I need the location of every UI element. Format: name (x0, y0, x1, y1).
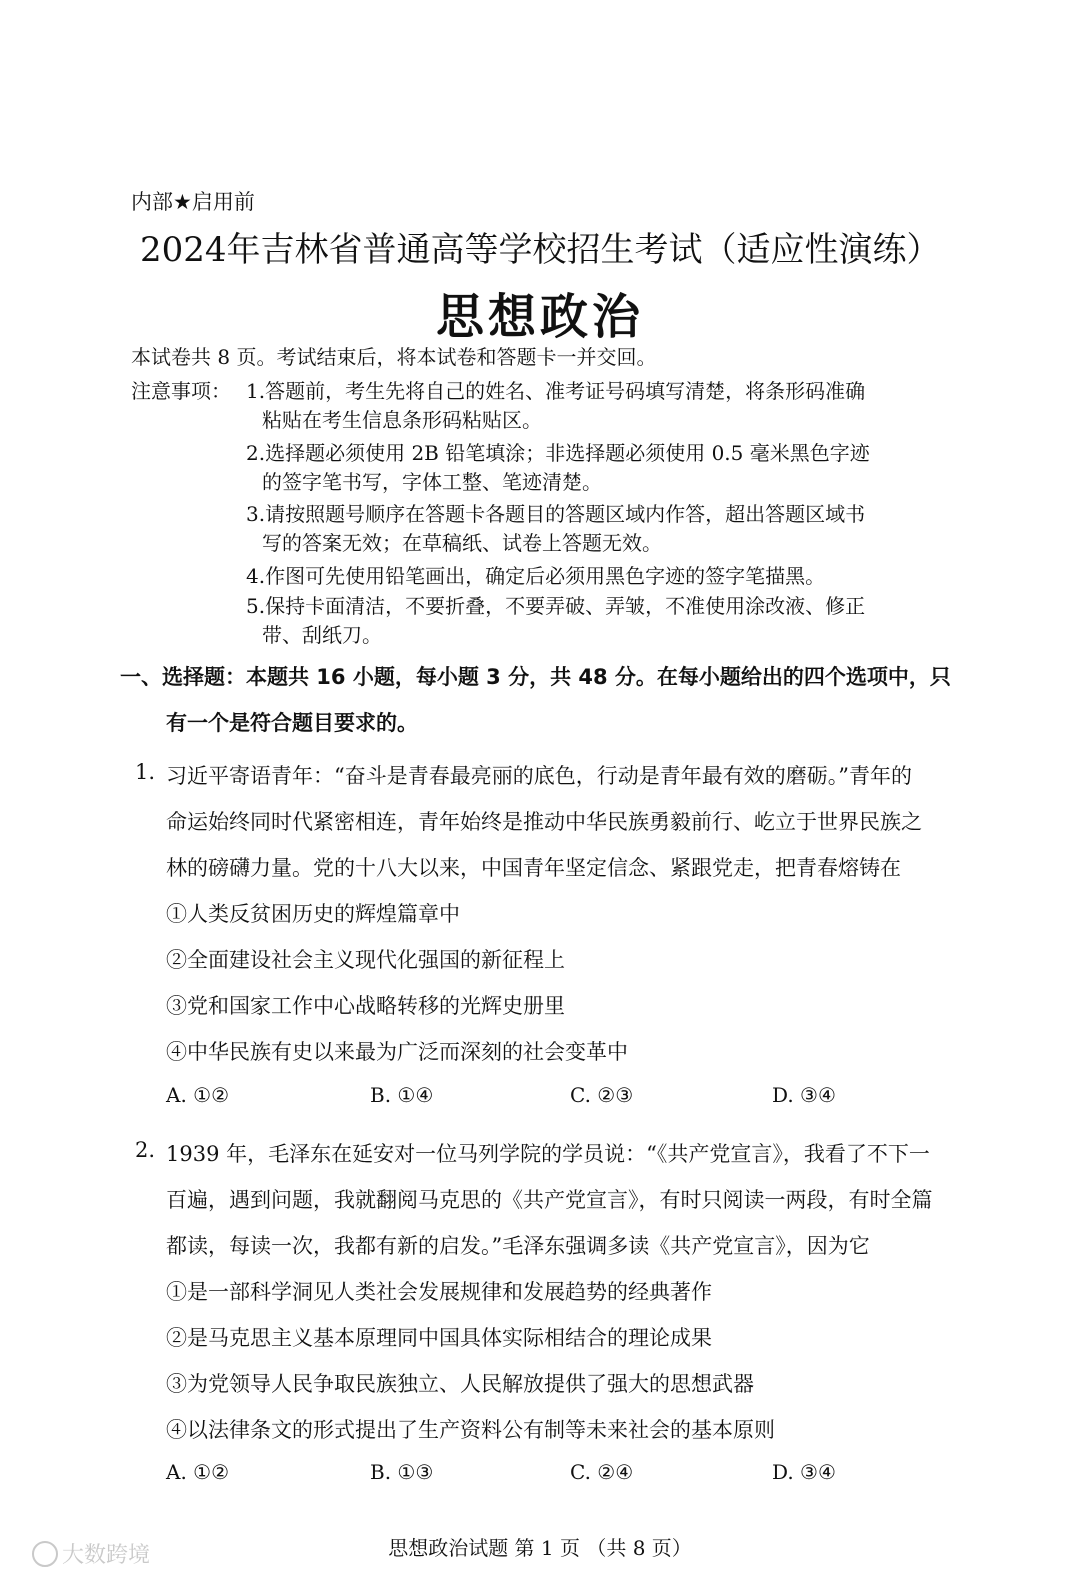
question-1-stem-line-3: 林的磅礴力量。党的十八大以来，中国青年坚定信念、紧跟党走，把青春熔铸在 (166, 856, 901, 880)
question-2-stem-line-3: 都读，每读一次，我都有新的启发。”毛泽东强调多读《共产党宣言》，因为它 (166, 1234, 870, 1258)
watermark-logo-icon (32, 1541, 58, 1567)
note-1-line-1: 1.答题前，考生先将自己的姓名、准考证号码填写清楚，将条形码准确 (246, 379, 866, 403)
question-2-stem-line-2: 百遍，遇到问题，我就翻阅马克思的《共产党宣言》，有时只阅读一两段，有时全篇 (166, 1188, 933, 1212)
watermark (32, 1538, 150, 1569)
note-4-line-1: 4.作图可先使用铅笔画出，确定后必须用黑色字迹的签字笔描黑。 (246, 564, 826, 588)
notes-label: 注意事项： (131, 379, 231, 403)
question-1-statement-2: ②全面建设社会主义现代化强国的新征程上 (166, 948, 565, 972)
question-1-stem-line-2: 命运始终同时代紧密相连，青年始终是推动中华民族勇毅前行、屹立于世界民族之 (166, 810, 922, 834)
note-5-line-1: 5.保持卡面清洁，不要折叠，不要弄破、弄皱，不准使用涂改液、修正 (246, 594, 866, 618)
question-1-statement-4: ④中华民族有史以来最为广泛而深刻的社会变革中 (166, 1040, 628, 1064)
note-2-line-1: 2.选择题必须使用 2B 铅笔填涂；非选择题必须使用 0.5 毫米黑色字迹 (246, 441, 870, 465)
note-2-line-2: 的签字笔书写，字体工整、笔迹清楚。 (262, 470, 602, 494)
question-1-statement-1: ①人类反贫困历史的辉煌篇章中 (166, 902, 460, 926)
question-1-statement-3: ③党和国家工作中心战略转移的光辉史册里 (166, 994, 565, 1018)
question-2-statement-4: ④以法律条文的形式提出了生产资料公有制等未来社会的基本原则 (166, 1418, 775, 1442)
question-1-option-a: A. ①② (166, 1083, 230, 1107)
question-1-option-d: D. ③④ (772, 1083, 836, 1107)
note-3-line-2: 写的答案无效；在草稿纸、试卷上答题无效。 (262, 531, 662, 555)
watermark-text: 大数跨境 (62, 1543, 151, 1568)
question-2-option-d: D. ③④ (772, 1460, 836, 1484)
confidential-label: 内部★启用前 (131, 190, 255, 214)
question-1-stem-line-1: 习近平寄语青年：“奋斗是青春最亮丽的底色，行动是青年最有效的磨砺。”青年的 (166, 764, 912, 788)
subject-title: 思想政治 (435, 289, 644, 345)
question-1-option-b: B. ①④ (370, 1083, 434, 1107)
note-3-line-1: 3.请按照题号顺序在答题卡各题目的答题区域内作答，超出答题区域书 (246, 502, 866, 526)
question-2-stem-line-1: 1939 年，毛泽东在延安对一位马列学院的学员说：“《共产党宣言》，我看了不下一 (166, 1142, 930, 1166)
question-2-option-a: A. ①② (166, 1460, 230, 1484)
page-footer: 思想政治试题 第 1 页 （共 8 页） (388, 1536, 692, 1560)
question-1-option-c: C. ②③ (570, 1083, 634, 1107)
section-heading-line-2: 有一个是符合题目要求的。 (166, 711, 418, 735)
section-heading-line-1: 一、选择题：本题共 16 小题，每小题 3 分，共 48 分。在每小题给出的四个选项中，只 (120, 665, 951, 689)
question-2-number: 2. (135, 1138, 156, 1162)
question-1-number: 1. (135, 760, 156, 784)
note-5-line-2: 带、刮纸刀。 (262, 623, 382, 647)
question-2-option-b: B. ①③ (370, 1460, 434, 1484)
exam-title: 2024年吉林省普通高等学校招生考试（适应性演练） (140, 230, 941, 270)
question-2-statement-3: ③为党领导人民争取民族独立、人民解放提供了强大的思想武器 (166, 1372, 754, 1396)
note-1-line-2: 粘贴在考生信息条形码粘贴区。 (262, 408, 542, 432)
intro-text: 本试卷共 8 页。考试结束后，将本试卷和答题卡一并交回。 (131, 345, 657, 369)
question-2-statement-1: ①是一部科学洞见人类社会发展规律和发展趋势的经典著作 (166, 1280, 712, 1304)
question-2-statement-2: ②是马克思主义基本原理同中国具体实际相结合的理论成果 (166, 1326, 712, 1350)
question-2-option-c: C. ②④ (570, 1460, 634, 1484)
